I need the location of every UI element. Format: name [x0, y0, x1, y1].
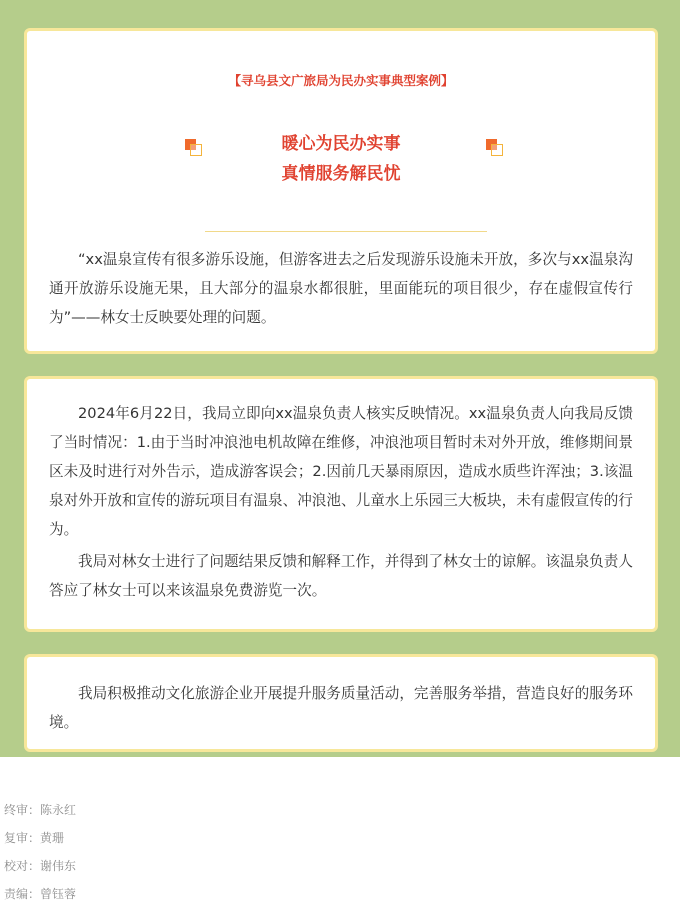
feedback-paragraph: 我局对林女士进行了问题结果反馈和解释工作，并得到了林女士的谅解。该温泉负责人答应了林女士可以来该温泉免费游览一次。 — [49, 553, 633, 599]
handling-card — [24, 376, 658, 632]
case-tag: 【寻乌县文广旅局为民办实事典型案例】 — [228, 73, 454, 88]
verification-paragraph: 2024年6月22日，我局立即向xx温泉负责人核实反映情况。xx温泉负责人向我局反馈了当时情况：1.由于当时冲浪池电机故障在维修，冲浪池项目暂时未对外开放，维修期间景区未及时进行对外告示，造成游客误会；2.因前几天暴雨原因，造成水质些许浑浊；3.该温泉对外开放和宣传的游玩项目有温泉、冲浪池、儿童水上乐园三大板块，未有虚假宣传的行为。 — [49, 405, 633, 538]
summary-card — [24, 654, 658, 752]
credit-editor: 责编：曾钰蓉 — [4, 887, 77, 901]
divider — [205, 231, 487, 232]
article-title — [27, 129, 655, 189]
editorial-credits — [4, 796, 76, 908]
title-line-1: 暖心为民办实事 — [281, 134, 401, 154]
complaint-paragraph: “xx温泉宣传有很多游乐设施，但游客进去之后发现游乐设施未开放，多次与xx温泉沟通开放游乐设施无果，且大部分的温泉水都很脏，里面能玩的项目很少，存在虚假宣传行为”——林女士反映要处理的问题。 — [49, 251, 633, 326]
decorative-square-icon — [486, 139, 502, 155]
summary-paragraph: 我局积极推动文化旅游企业开展提升服务质量活动，完善服务举措，营造良好的服务环境。 — [49, 685, 633, 731]
credit-review: 复审：黄珊 — [4, 831, 65, 845]
title-line-2: 真情服务解民忧 — [281, 164, 401, 184]
credit-proofread: 校对：谢伟东 — [4, 859, 77, 873]
credit-final-review: 终审：陈永红 — [4, 803, 77, 817]
intro-card — [24, 28, 658, 354]
